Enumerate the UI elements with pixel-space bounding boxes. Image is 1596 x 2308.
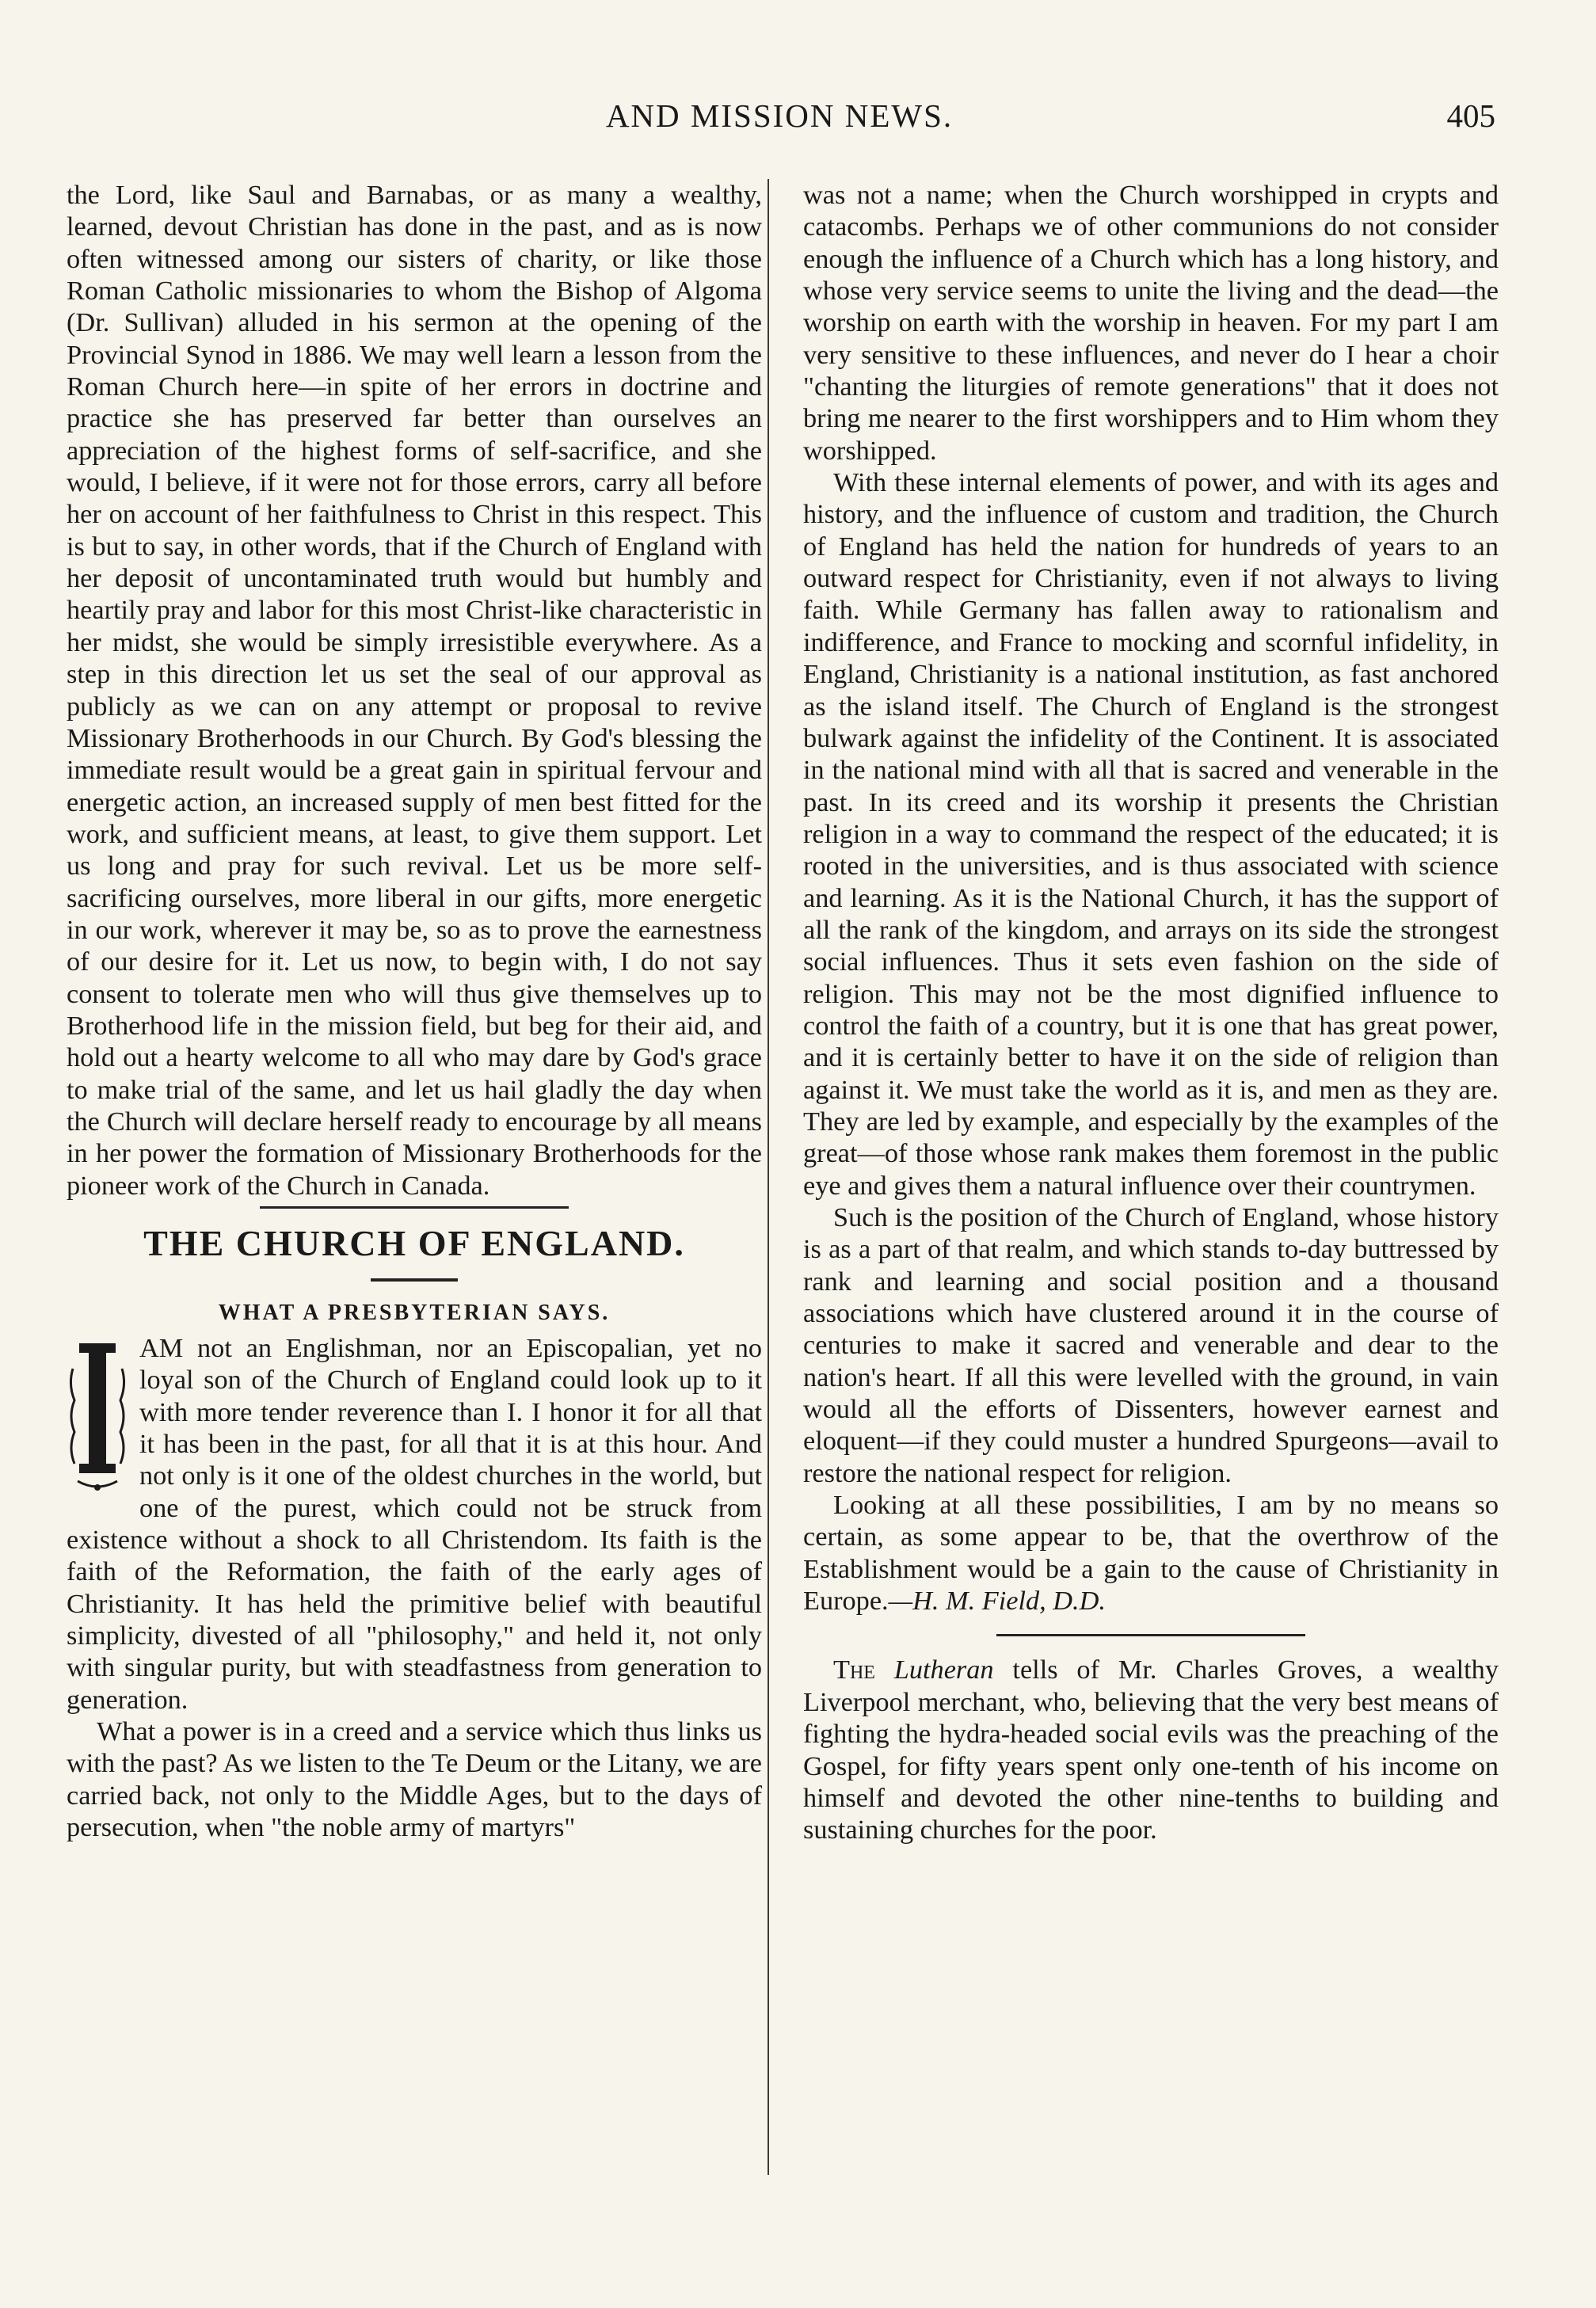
section-divider-rule <box>260 1206 569 1209</box>
ornamental-initial-icon <box>67 1337 128 1495</box>
right-paragraph-5-text: tells of Mr. Charles Groves, a wealthy Liverpool merchant, who, believing that the very best means of fighting the hydra-headed social evils was the preaching of the Gospel, for fifty years spent only one-tenth of his income on himself and devoted the other nine-tenths to building and sustaining churches for the poor. <box>803 1655 1499 1845</box>
publication-title: Lutheran <box>893 1655 994 1685</box>
left-paragraph-3: What a power is in a creed and a service which thus links us with the past? As we listen to the Te Deum or the Litany, we are carried back, not only to the Middle Ages, but to the days of persecution, when "the noble army of martyrs" <box>67 1716 762 1843</box>
right-paragraph-4 <box>803 1489 1499 1617</box>
right-paragraph-2: With these internal elements of power, and with its ages and history, and the influence of custom and tradition, the Church of England has held the nation for hundreds of years to an outward respect for Christianity, even if not always to living faith. While Germany has fallen away to rationalism and indifference, and France to mocking and scornful infidelity, in England, Christianity is a national institution, as fast anchored as the island itself. The Church of England is the strongest bulwark against the infidelity of the Continent. It is associated in the national mind with all that is sacred and venerable in the past. In its creed and its worship it presents the Christian religion in a way to command the respect of the educated; it is rooted in the universities, and is thus associated with science and learning. As it is the National Church, it has the support of all the rank of the kingdom, and arrays on its side the strongest social influences. Thus it sets even fashion on the side of religion. This may not be the most dignified influence to control the faith of a country, but it is one that has great power, and it is certainly better to have it on the side of religion than against it. We must take the world as it is, and men as they are. They are led by example, and especially by the examples of the great—of those whose rank makes them foremost in the public eye and gives them a natural influence over their countrymen. <box>803 467 1499 1201</box>
left-paragraph-1: the Lord, like Saul and Barnabas, or as many a wealthy, learned, devout Christian has done in the past, and as is now often witnessed among our sisters of charity, or like those Roman Catholic missionaries to whom the Bishop of Algoma (Dr. Sullivan) alluded in his sermon at the opening of the Provincial Synod in 1886. We may well learn a lesson from the Roman Church here—in spite of her errors in doctrine and practice she has preserved far better than ourselves an appreciation of the highest forms of self-sacrifice, and she would, I believe, if it were not for those errors, carry all before her on account of her faithfulness to Christ in this respect. This is but to say, in other words, that if the Church of England with her deposit of uncontaminated truth would but humbly and heartily pray and labor for this most Christ-like characteristic in her midst, she would be simply irresistible everywhere. As a step in this direction let us set the seal of our approval as publicly as we can on any attempt or proposal to revive Missionary Brotherhoods in our Church. By God's blessing the immediate result would be a great gain in spiritual fervour and energetic action, an increased supply of men best fitted for the work, and sufficient means, at least, to give them support. Let us long and pray for such revival. Let us be more self-sacrificing ourselves, more liberal in our gifts, more energetic in our work, wherever it may be, so as to prove the earnestness of our desire for it. Let us now, to begin with, I do not say consent to tolerate men who will thus give themselves up to Brotherhood life in the mission field, but beg for their aid, and hold out a hearty welcome to all who may dare by God's grace to make trial of the same, and let us hail gladly the day when the Church will declare herself ready to encourage by all means in her power the formation of Missionary Brotherhoods for the pioneer work of the Church in Canada. <box>67 180 762 1201</box>
paragraph-lead-word: The <box>833 1655 875 1685</box>
column-divider <box>768 179 769 2175</box>
running-head <box>63 97 1495 144</box>
right-column <box>803 179 1499 1846</box>
page-number: 405 <box>1446 97 1495 134</box>
section-subheading: WHAT A PRESBYTERIAN SAYS. <box>218 1301 611 1325</box>
right-paragraph-3: Such is the position of the Church of England, whose history is as a part of that realm, and which stands to-day buttressed by rank and learning and social position and a thousand associations which have clustered around it in the course of centuries to make it sacred and venerable and dear to the nation's heart. If all this were levelled with the ground, in vain would all the efforts of Dissenters, however earnest and eloquent—if they could muster a hundred Spurgeons—avail to restore the national respect for religion. <box>803 1202 1499 1488</box>
right-paragraph-5 <box>803 1654 1499 1845</box>
left-paragraph-2: AM not an Englishman, nor an Episcopalian, yet no loyal son of the Church of England could look up to it with more tender reverence than I. I honor it for all that it has been in the past, for all that it is at this hour. And not only is it one of the oldest churches in the world, but one of the purest, which could not be struck from existence without a shock to all Christendom. Its faith is the faith of the Reformation, the faith of the early ages of Christianity. It has held the primitive belief with beautiful simplicity, divested of all "philosophy," and held it, not only with singular purity, but with steadfastness from generation to generation. <box>67 1333 762 1715</box>
left-column <box>67 179 762 1844</box>
article-separator-rule <box>996 1634 1305 1636</box>
drop-cap-letter-i <box>67 1337 128 1495</box>
running-title: AND MISSION NEWS. <box>605 97 954 134</box>
right-paragraph-4-text: Looking at all these possibilities, I am by no means so certain, as some appear to be, that the overthrow of the Establishment would be a gain to the cause of Christianity in Europe. <box>803 1490 1499 1617</box>
author-signature: —H. M. Field, D.D. <box>888 1586 1106 1617</box>
section-heading: THE CHURCH OF ENGLAND. <box>143 1223 685 1263</box>
right-paragraph-1: was not a name; when the Church worshipped in crypts and catacombs. Perhaps we of other communions do not consider enough the influence of a Church which has a long history, and whose very service seems to unite the living and the dead—the worship on earth with the worship in heaven. For my part I am very sensitive to these influences, and never do I hear a choir "chanting the liturgies of remote generations" that it does not bring me nearer to the first worshippers and to Him whom they worshipped. <box>803 180 1499 466</box>
heading-underline-rule <box>371 1278 458 1282</box>
